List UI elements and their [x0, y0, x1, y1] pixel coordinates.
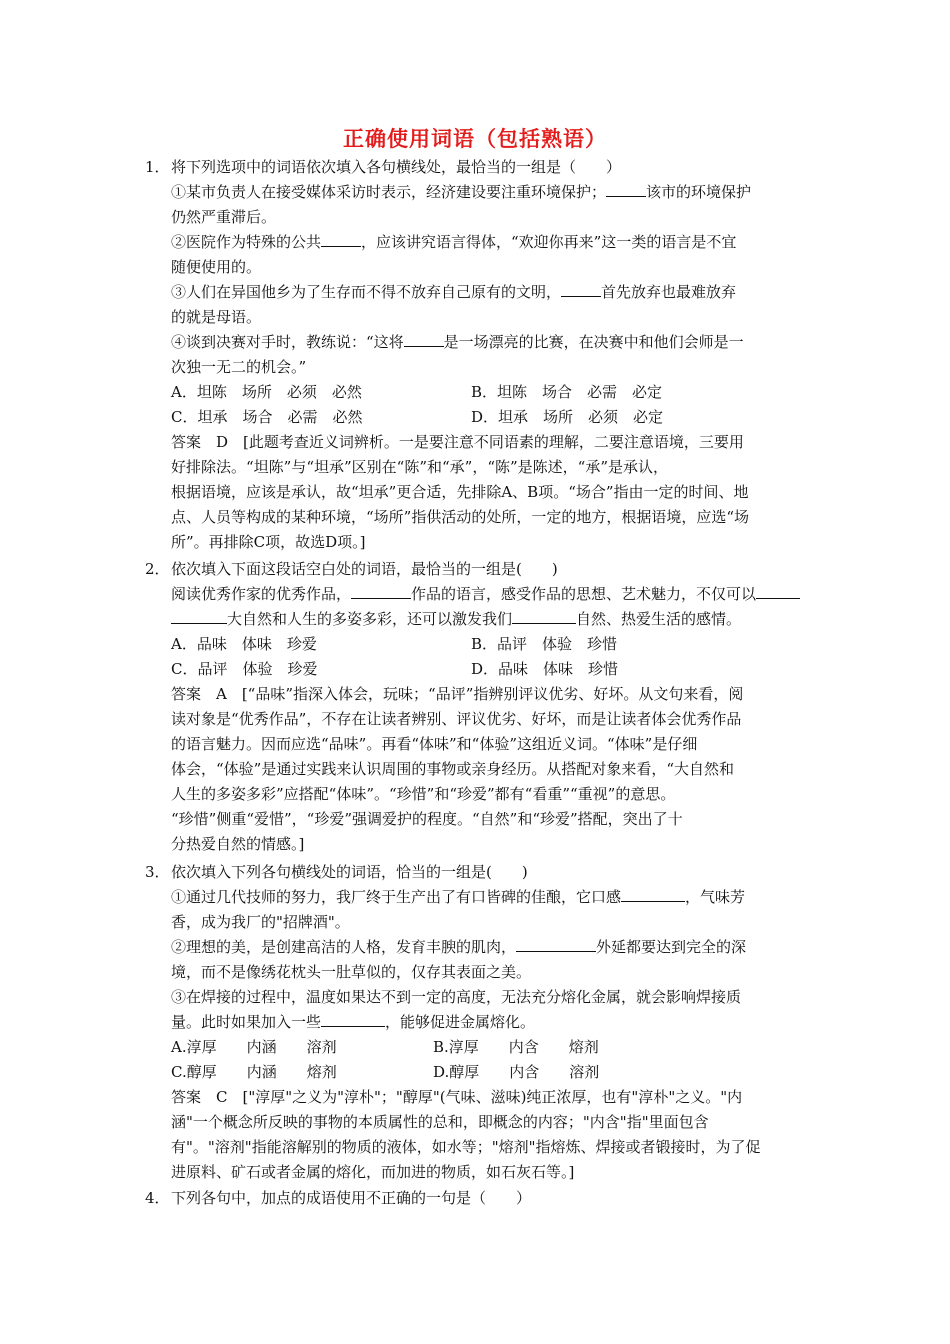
answer-explanation: 根据语境，应该是承认，故“坦承”更合适，先排除A、B项。“场合”指由一定的时间、地 [171, 483, 749, 501]
sentence-text: ④谈到决赛对手时，教练说：“这将 [171, 333, 404, 351]
question-1 [145, 155, 810, 555]
option-a: A．坦陈 场所 必须 必然 [171, 383, 362, 401]
answer-options [171, 632, 810, 682]
sentence-text: 大自然和人生的多姿多彩，还可以激发我们 [227, 610, 513, 628]
answer-explanation: “珍惜”侧重“爱惜”，“珍爱”强调爱护的程度。“自然”和“珍爱”搭配，突出了十 [171, 810, 683, 828]
answer-explanation: 的语言魅力。因而应选“品味”。再看“体味”和“体验”这组近义词。“体味”是仔细 [171, 735, 698, 753]
sentence-text: 是一场漂亮的比赛，在决赛中和他们会师是一 [443, 333, 744, 351]
question-stem: 依次填入下面这段话空白处的词语，最恰当的一组是( ) [171, 560, 558, 578]
fill-blank [171, 607, 227, 624]
answer-explanation: 答案 D [此题考查近义词辨析。一是要注意不同语素的理解，二要注意语境，三要用 [171, 433, 744, 451]
question-stem: 将下列选项中的词语依次填入各句横线处，最恰当的一组是（ ） [171, 158, 622, 176]
question-number: 3． [145, 863, 170, 881]
sentence-text: 首先放弃也最难放弃 [601, 283, 737, 301]
fill-blank [561, 280, 601, 297]
option-a: A．品味 体味 珍爱 [171, 635, 317, 653]
sentence-text: ，气味芳 [685, 888, 746, 906]
answer-explanation: 有"。"溶剂"指能溶解别的物质的液体，如水等；"熔剂"指熔炼、焊接或者锻接时，为了促 [171, 1138, 761, 1156]
fill-blank [404, 330, 444, 347]
sentence-text: ②医院作为特殊的公共 [171, 233, 322, 251]
page-title: 正确使用词语（包括熟语） [343, 127, 607, 151]
answer-explanation: 所”。再排除C项，故选D项。] [171, 533, 366, 551]
sentence-text: ①通过几代技师的努力，我厂终于生产出了有口皆碑的佳酿，它口感 [171, 888, 622, 906]
question-3 [145, 860, 810, 1185]
sentence-text: ，能够促进金属熔化。 [385, 1013, 536, 1031]
answer-explanation: 人生的多姿多彩”应搭配“体味”。“珍惜”和“珍爱”都有“看重”“重视”的意思。 [171, 785, 676, 803]
sentence-text: 次独一无二的机会。” [171, 358, 307, 376]
question-number: 4． [145, 1189, 170, 1207]
option-c: C．坦承 场合 必需 必然 [171, 408, 363, 426]
sentence-text: 境，而不是像绣花枕头一肚草似的，仅存其表面之美。 [171, 963, 532, 981]
question-2 [145, 557, 810, 857]
sentence-text: ③人们在异国他乡为了生存而不得不放弃自己原有的文明， [171, 283, 562, 301]
answer-explanation: 进原料、矿石或者金属的熔化，而加进的物质，如石灰石等。] [171, 1163, 575, 1181]
sentence-text: 随便使用的。 [171, 258, 262, 276]
option-d: D．品味 体味 珍惜 [471, 660, 619, 678]
answer-explanation: 答案 C ["淳厚"之义为"淳朴"；"醇厚"(气味、滋味)纯正浓厚，也有"淳朴"之义。"内 [171, 1088, 743, 1106]
option-b: B.淳厚 内含 熔剂 [433, 1038, 599, 1056]
fill-blank [621, 885, 685, 902]
fill-blank [756, 582, 800, 599]
fill-blank [351, 582, 411, 599]
question-number: 1． [145, 158, 170, 176]
option-c: C．品评 体验 珍爱 [171, 660, 318, 678]
question-number: 2． [145, 560, 170, 578]
answer-explanation: 答案 A [“品味”指深入体会，玩味；“品评”指辨别评议优劣、好坏。从文句来看，阅 [171, 685, 744, 703]
sentence-text: ③在焊接的过程中，温度如果达不到一定的高度，无法充分熔化金属，就会影响焊接质 [171, 988, 742, 1006]
sentence-text: 外延都要达到完全的深 [596, 938, 747, 956]
sentence-text: 的就是母语。 [171, 308, 262, 326]
sentence-text: ②理想的美，是创建高洁的人格，发育丰腴的肌肉， [171, 938, 517, 956]
fill-blank [516, 935, 596, 952]
option-b: B．坦陈 场合 必需 必定 [471, 383, 663, 401]
answer-explanation: 涵"一个概念所反映的事物的本质属性的总和，即概念的内容；"内含"指"里面包含 [171, 1113, 709, 1131]
fill-blank [606, 180, 646, 197]
sentence-text: 阅读优秀作家的优秀作品， [171, 585, 352, 603]
answer-explanation: 体会，“体验”是通过实践来认识周围的事物或亲身经历。从搭配对象来看，“大自然和 [171, 760, 735, 778]
fill-blank [512, 607, 576, 624]
sentence-text: ，应该讲究语言得体，“欢迎你再来”这一类的语言是不宜 [361, 233, 737, 251]
answer-explanation: 读对象是“优秀作品”，不存在让读者辨别、评议优劣、好坏，而是让读者体会优秀作品 [171, 710, 742, 728]
fill-blank [321, 230, 361, 247]
option-d: D.醇厚 内含 溶剂 [433, 1063, 600, 1081]
sentence-text: 量。此时如果加入一些 [171, 1013, 322, 1031]
option-b: B．品评 体验 珍惜 [471, 635, 618, 653]
answer-options [171, 380, 810, 430]
fill-blank [321, 1010, 385, 1027]
option-a: A.淳厚 内涵 溶剂 [171, 1038, 337, 1056]
question-4 [145, 1186, 810, 1211]
answer-options [171, 1035, 810, 1085]
answer-explanation: 好排除法。“坦陈”与“坦承”区别在“陈”和“承”，“陈”是陈述，“承”是承认， [171, 458, 669, 476]
option-c: C.醇厚 内涵 熔剂 [171, 1063, 337, 1081]
question-stem: 依次填入下列各句横线处的词语，恰当的一组是( ) [171, 863, 528, 881]
sentence-text: 香，成为我厂的"招牌酒"。 [171, 913, 350, 931]
question-stem: 下列各句中，加点的成语使用不正确的一句是（ ） [171, 1189, 532, 1207]
option-d: D．坦承 场所 必须 必定 [471, 408, 664, 426]
sentence-text: 自然、热爱生活的感情。 [576, 610, 742, 628]
sentence-text: 该市的环境保护 [646, 183, 752, 201]
answer-explanation: 点、人员等构成的某种环境，“场所”指供活动的处所，一定的地方，根据语境，应选“场 [171, 508, 750, 526]
sentence-text: ①某市负责人在接受媒体采访时表示，经济建设要注重环境保护； [171, 183, 607, 201]
sentence-text: 仍然严重滞后。 [171, 208, 277, 226]
answer-explanation: 分热爱自然的情感。] [171, 835, 305, 853]
sentence-text: 作品的语言，感受作品的思想、艺术魅力，不仅可以 [411, 585, 757, 603]
